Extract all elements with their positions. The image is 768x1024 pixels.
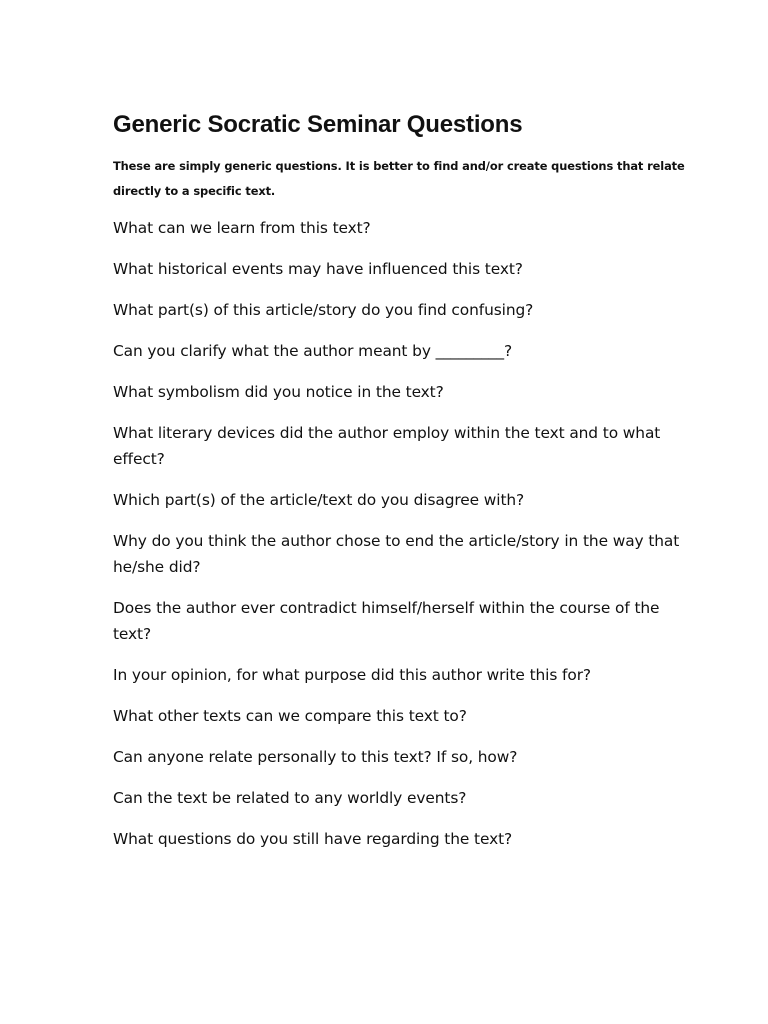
question-item: Why do you think the author chose to end the article/story in the way that he/she did?	[113, 532, 680, 576]
question-item: What literary devices did the author employ within the text and to what effect?	[113, 424, 661, 468]
question-item: In your opinion, for what purpose did this author write this for?	[113, 666, 591, 684]
intro-paragraph: These are simply generic questions. It is better to find and/or create questions that relate directly to a specific text.	[113, 159, 685, 198]
question-item: Can the text be related to any worldly events?	[113, 789, 467, 807]
question-list	[113, 215, 693, 852]
question-item: Can anyone relate personally to this text? If so, how?	[113, 748, 518, 766]
document-body	[113, 110, 693, 867]
question-item: Does the author ever contradict himself/herself within the course of the text?	[113, 599, 660, 643]
question-item: What questions do you still have regarding the text?	[113, 830, 513, 848]
question-item: What can we learn from this text?	[113, 219, 371, 237]
question-item: Which part(s) of the article/text do you disagree with?	[113, 491, 525, 509]
question-item: What symbolism did you notice in the text?	[113, 383, 444, 401]
page-title: Generic Socratic Seminar Questions	[113, 111, 523, 138]
question-item: What historical events may have influenced this text?	[113, 260, 523, 278]
question-item: What part(s) of this article/story do you find confusing?	[113, 301, 534, 319]
question-item: What other texts can we compare this text to?	[113, 707, 467, 725]
question-item: Can you clarify what the author meant by _________?	[113, 342, 513, 360]
